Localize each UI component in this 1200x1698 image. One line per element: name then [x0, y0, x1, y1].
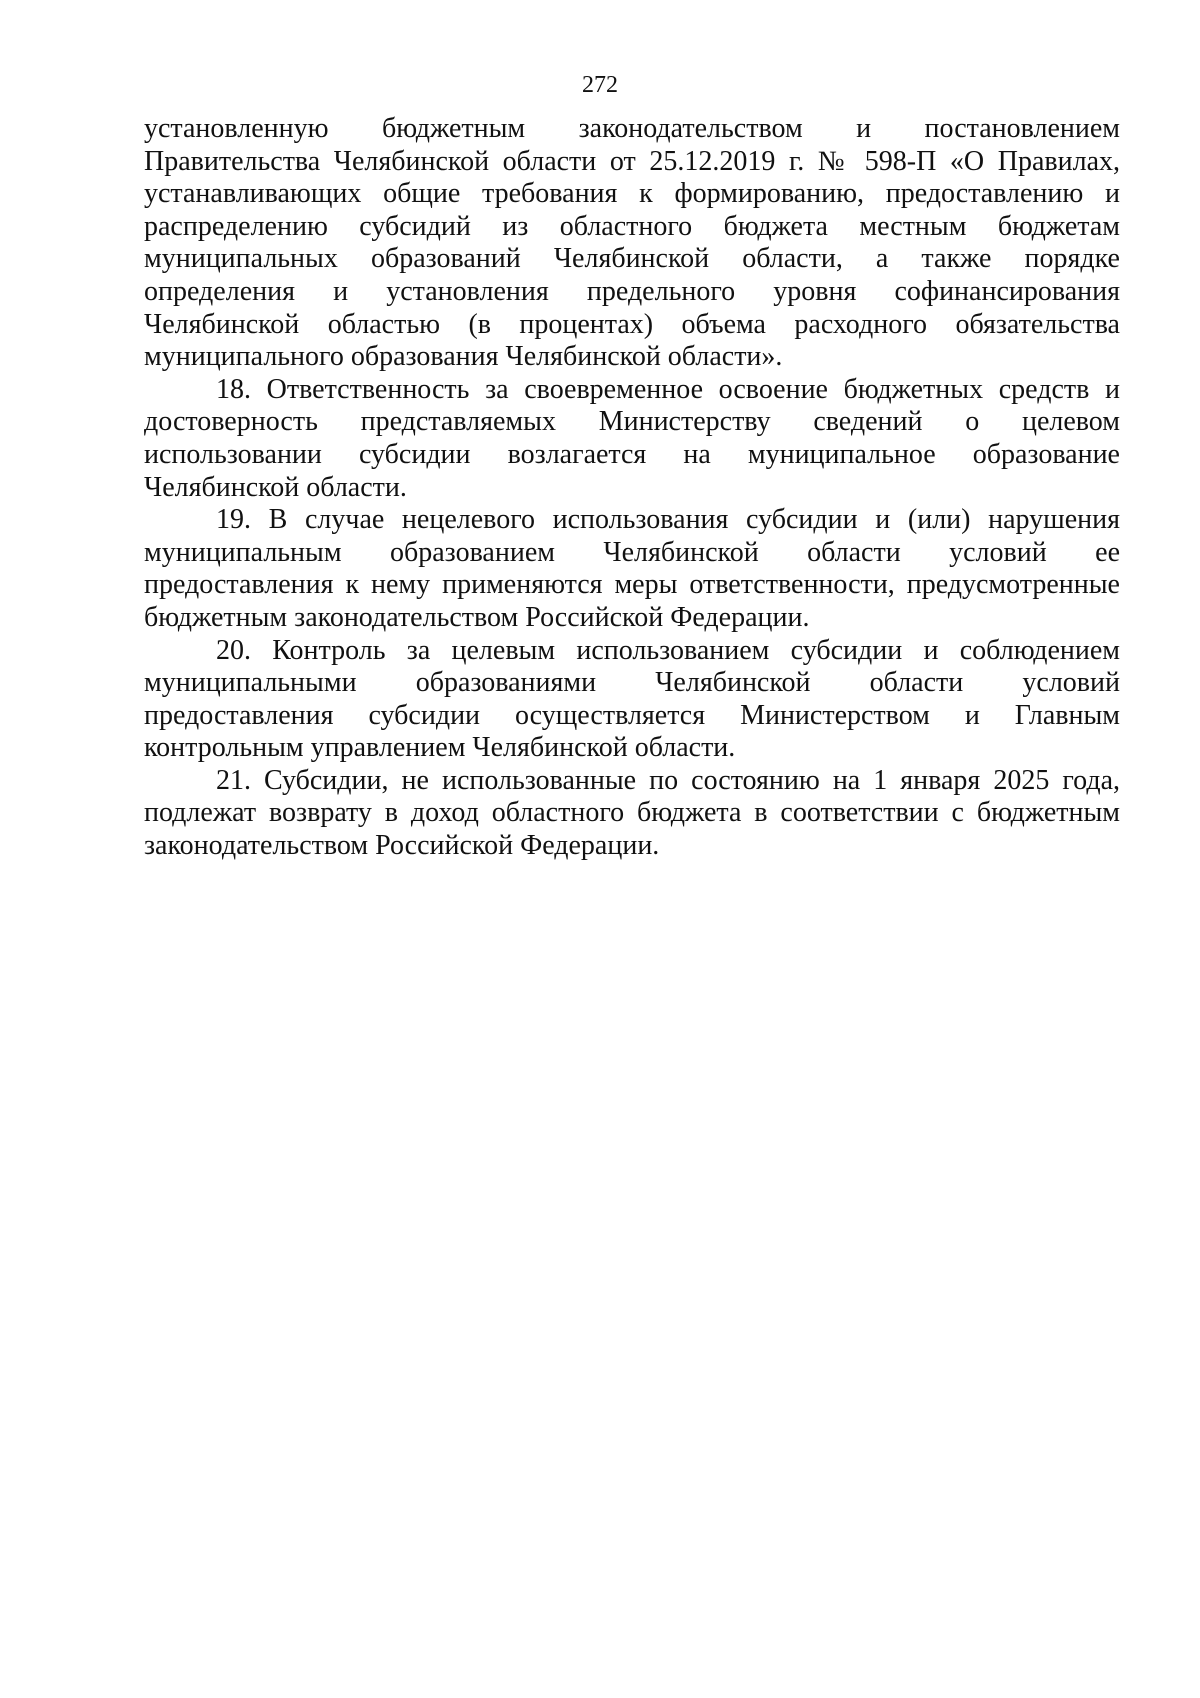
paragraph-2	[144, 374, 1120, 504]
paragraph-4	[144, 635, 1120, 765]
text-line: предоставления к нему применяются меры ответственности, предусмотренные	[144, 569, 1120, 601]
text-line: 19. В случае нецелевого использования субсидии и (или) нарушения	[216, 504, 1120, 536]
paragraph-3	[144, 504, 1120, 634]
text-line: устанавливающих общие требования к формированию, предоставлению и	[144, 178, 1120, 210]
paragraph-5	[144, 765, 1120, 863]
text-line: предоставления субсидии осуществляется Министерством и Главным	[144, 699, 1120, 731]
text-line: использовании субсидии возлагается на муниципальное образование	[144, 438, 1120, 470]
text-line: муниципального образования Челябинской области».	[144, 341, 783, 373]
text-line: законодательством Российской Федерации.	[144, 830, 660, 862]
body-text	[144, 113, 1120, 863]
text-line: определения и установления предельного уровня софинансирования	[144, 275, 1120, 307]
text-line: Правительства Челябинской области от 25.12.2019 г. № 598-П «О Правилах,	[144, 145, 1120, 177]
text-line: установленную бюджетным законодательством и постановлением	[144, 113, 1120, 144]
text-line: Челябинской областью (в процентах) объема расходного обязательства	[144, 308, 1120, 340]
text-line: достоверность представляемых Министерству сведений о целевом	[144, 406, 1120, 438]
text-line: 20. Контроль за целевым использованием субсидии и соблюдением	[216, 634, 1120, 666]
text-line: 21. Субсидии, не использованные по состоянию на 1 января 2025 года,	[216, 764, 1120, 796]
text-line: контрольным управлением Челябинской области.	[144, 732, 736, 764]
text-line: распределению субсидий из областного бюджета местным бюджетам	[144, 210, 1120, 242]
text-line: муниципальным образованием Челябинской области условий ее	[144, 536, 1120, 568]
text-line: бюджетным законодательством Российской Федерации.	[144, 601, 810, 633]
text-line: муниципальными образованиями Челябинской области условий	[144, 667, 1120, 699]
text-line: муниципальных образований Челябинской области, а также порядке	[144, 243, 1120, 275]
text-line: подлежат возврату в доход областного бюджета в соответствии с бюджетным	[144, 797, 1120, 829]
page-number: 272	[582, 72, 618, 98]
paragraph-1	[144, 113, 1120, 374]
text-line: Челябинской области.	[144, 471, 407, 503]
text-line: 18. Ответственность за своевременное освоение бюджетных средств и	[216, 373, 1120, 405]
